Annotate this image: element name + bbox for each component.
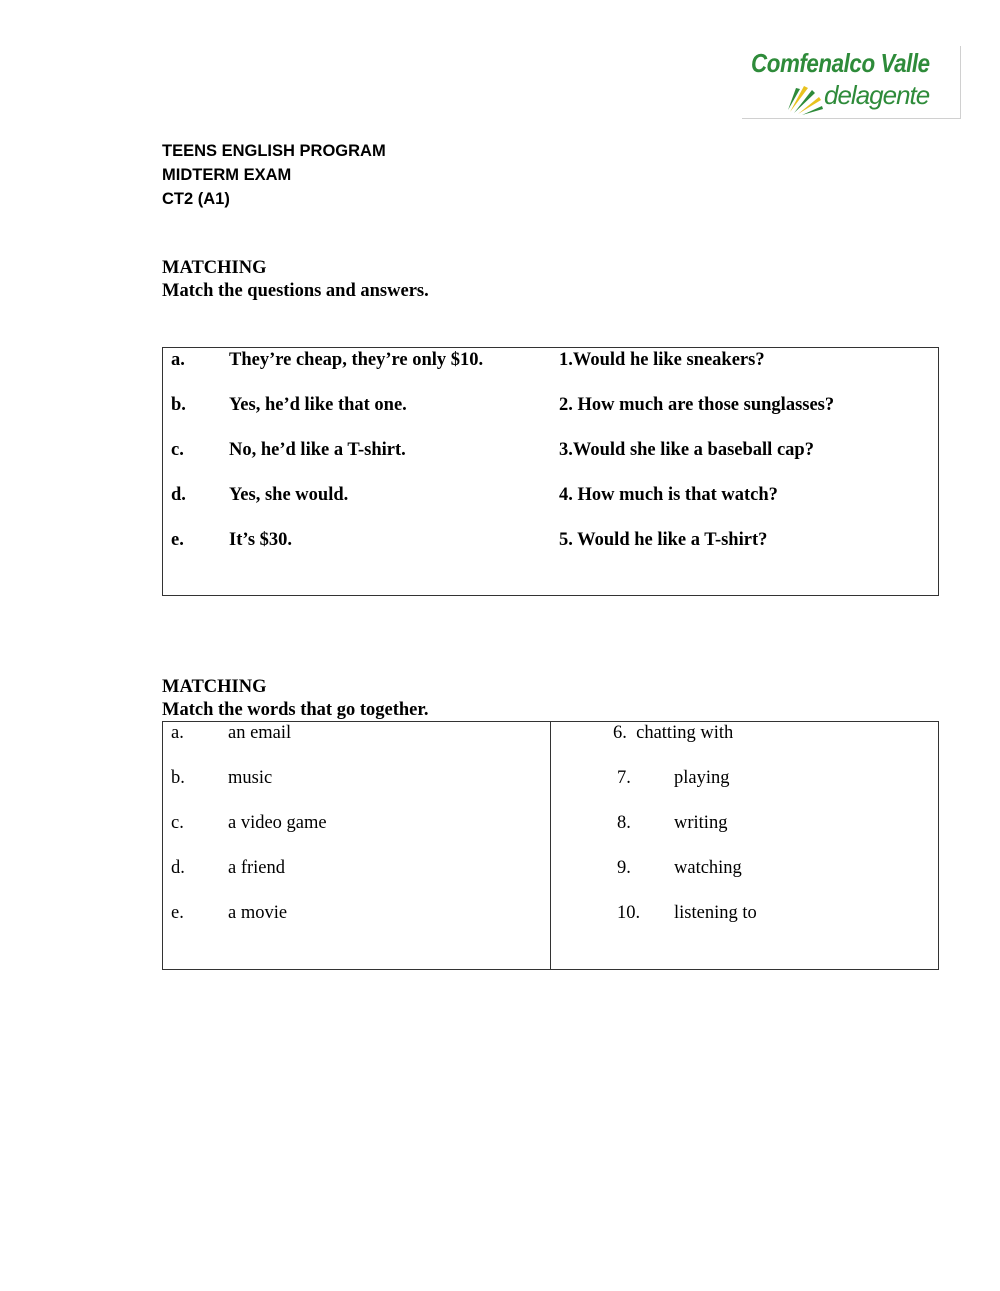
column-divider (550, 722, 551, 969)
section2-instruction: Match the words that go together. (162, 700, 429, 720)
question-text: 5. Would he like a T-shirt? (559, 530, 768, 550)
word-letter: b. (171, 768, 185, 788)
answer-text: They’re cheap, they’re only $10. (229, 350, 484, 370)
questions-answers-table (162, 347, 939, 596)
question-text: 4. How much is that watch? (559, 485, 778, 505)
verb-text: watching (674, 858, 742, 878)
answer-letter: b. (171, 395, 186, 415)
question-text: 3.Would she like a baseball cap? (559, 440, 814, 460)
program-title: TEENS ENGLISH PROGRAM (162, 142, 386, 160)
answer-letter: c. (171, 440, 184, 460)
question-text: 2. How much are those sunglasses? (559, 395, 835, 415)
section1-instruction: Match the questions and answers. (162, 281, 429, 301)
verb-number: 10. (617, 903, 641, 923)
word-letter: c. (171, 813, 184, 833)
section2-title: MATCHING (162, 677, 267, 697)
verb-text: playing (674, 768, 730, 788)
verb-number: 8. (617, 813, 631, 833)
word-text: a friend (228, 858, 286, 878)
verb-text: writing (674, 813, 728, 833)
verb-number: 7. (617, 768, 631, 788)
word-text: music (228, 768, 273, 788)
words-match-table (162, 721, 939, 970)
logo-tagline-text: delagente (824, 80, 930, 110)
answer-letter: a. (171, 350, 185, 370)
verb-text: listening to (674, 903, 757, 923)
answer-text: It’s $30. (229, 530, 293, 550)
word-text: a movie (228, 903, 288, 923)
exam-title: MIDTERM EXAM (162, 166, 292, 184)
word-letter: a. (171, 723, 184, 743)
word-text: a video game (228, 813, 327, 833)
verb-number: 9. (617, 858, 631, 878)
answer-text: Yes, he’d like that one. (229, 395, 407, 415)
section1-title: MATCHING (162, 258, 267, 278)
answer-text: No, he’d like a T-shirt. (229, 440, 406, 460)
level-title: CT2 (A1) (162, 190, 230, 208)
company-logo (742, 46, 961, 119)
fan-logo-icon (786, 82, 824, 116)
word-letter: e. (171, 903, 184, 923)
answer-letter: e. (171, 530, 184, 550)
verb-first-item: 6. chatting with (613, 723, 734, 743)
word-text: an email (228, 723, 292, 743)
question-text: 1.Would he like sneakers? (559, 350, 765, 370)
answer-text: Yes, she would. (229, 485, 349, 505)
answer-letter: d. (171, 485, 186, 505)
logo-brand-text: Comfenalco Valle (751, 48, 930, 78)
word-letter: d. (171, 858, 185, 878)
